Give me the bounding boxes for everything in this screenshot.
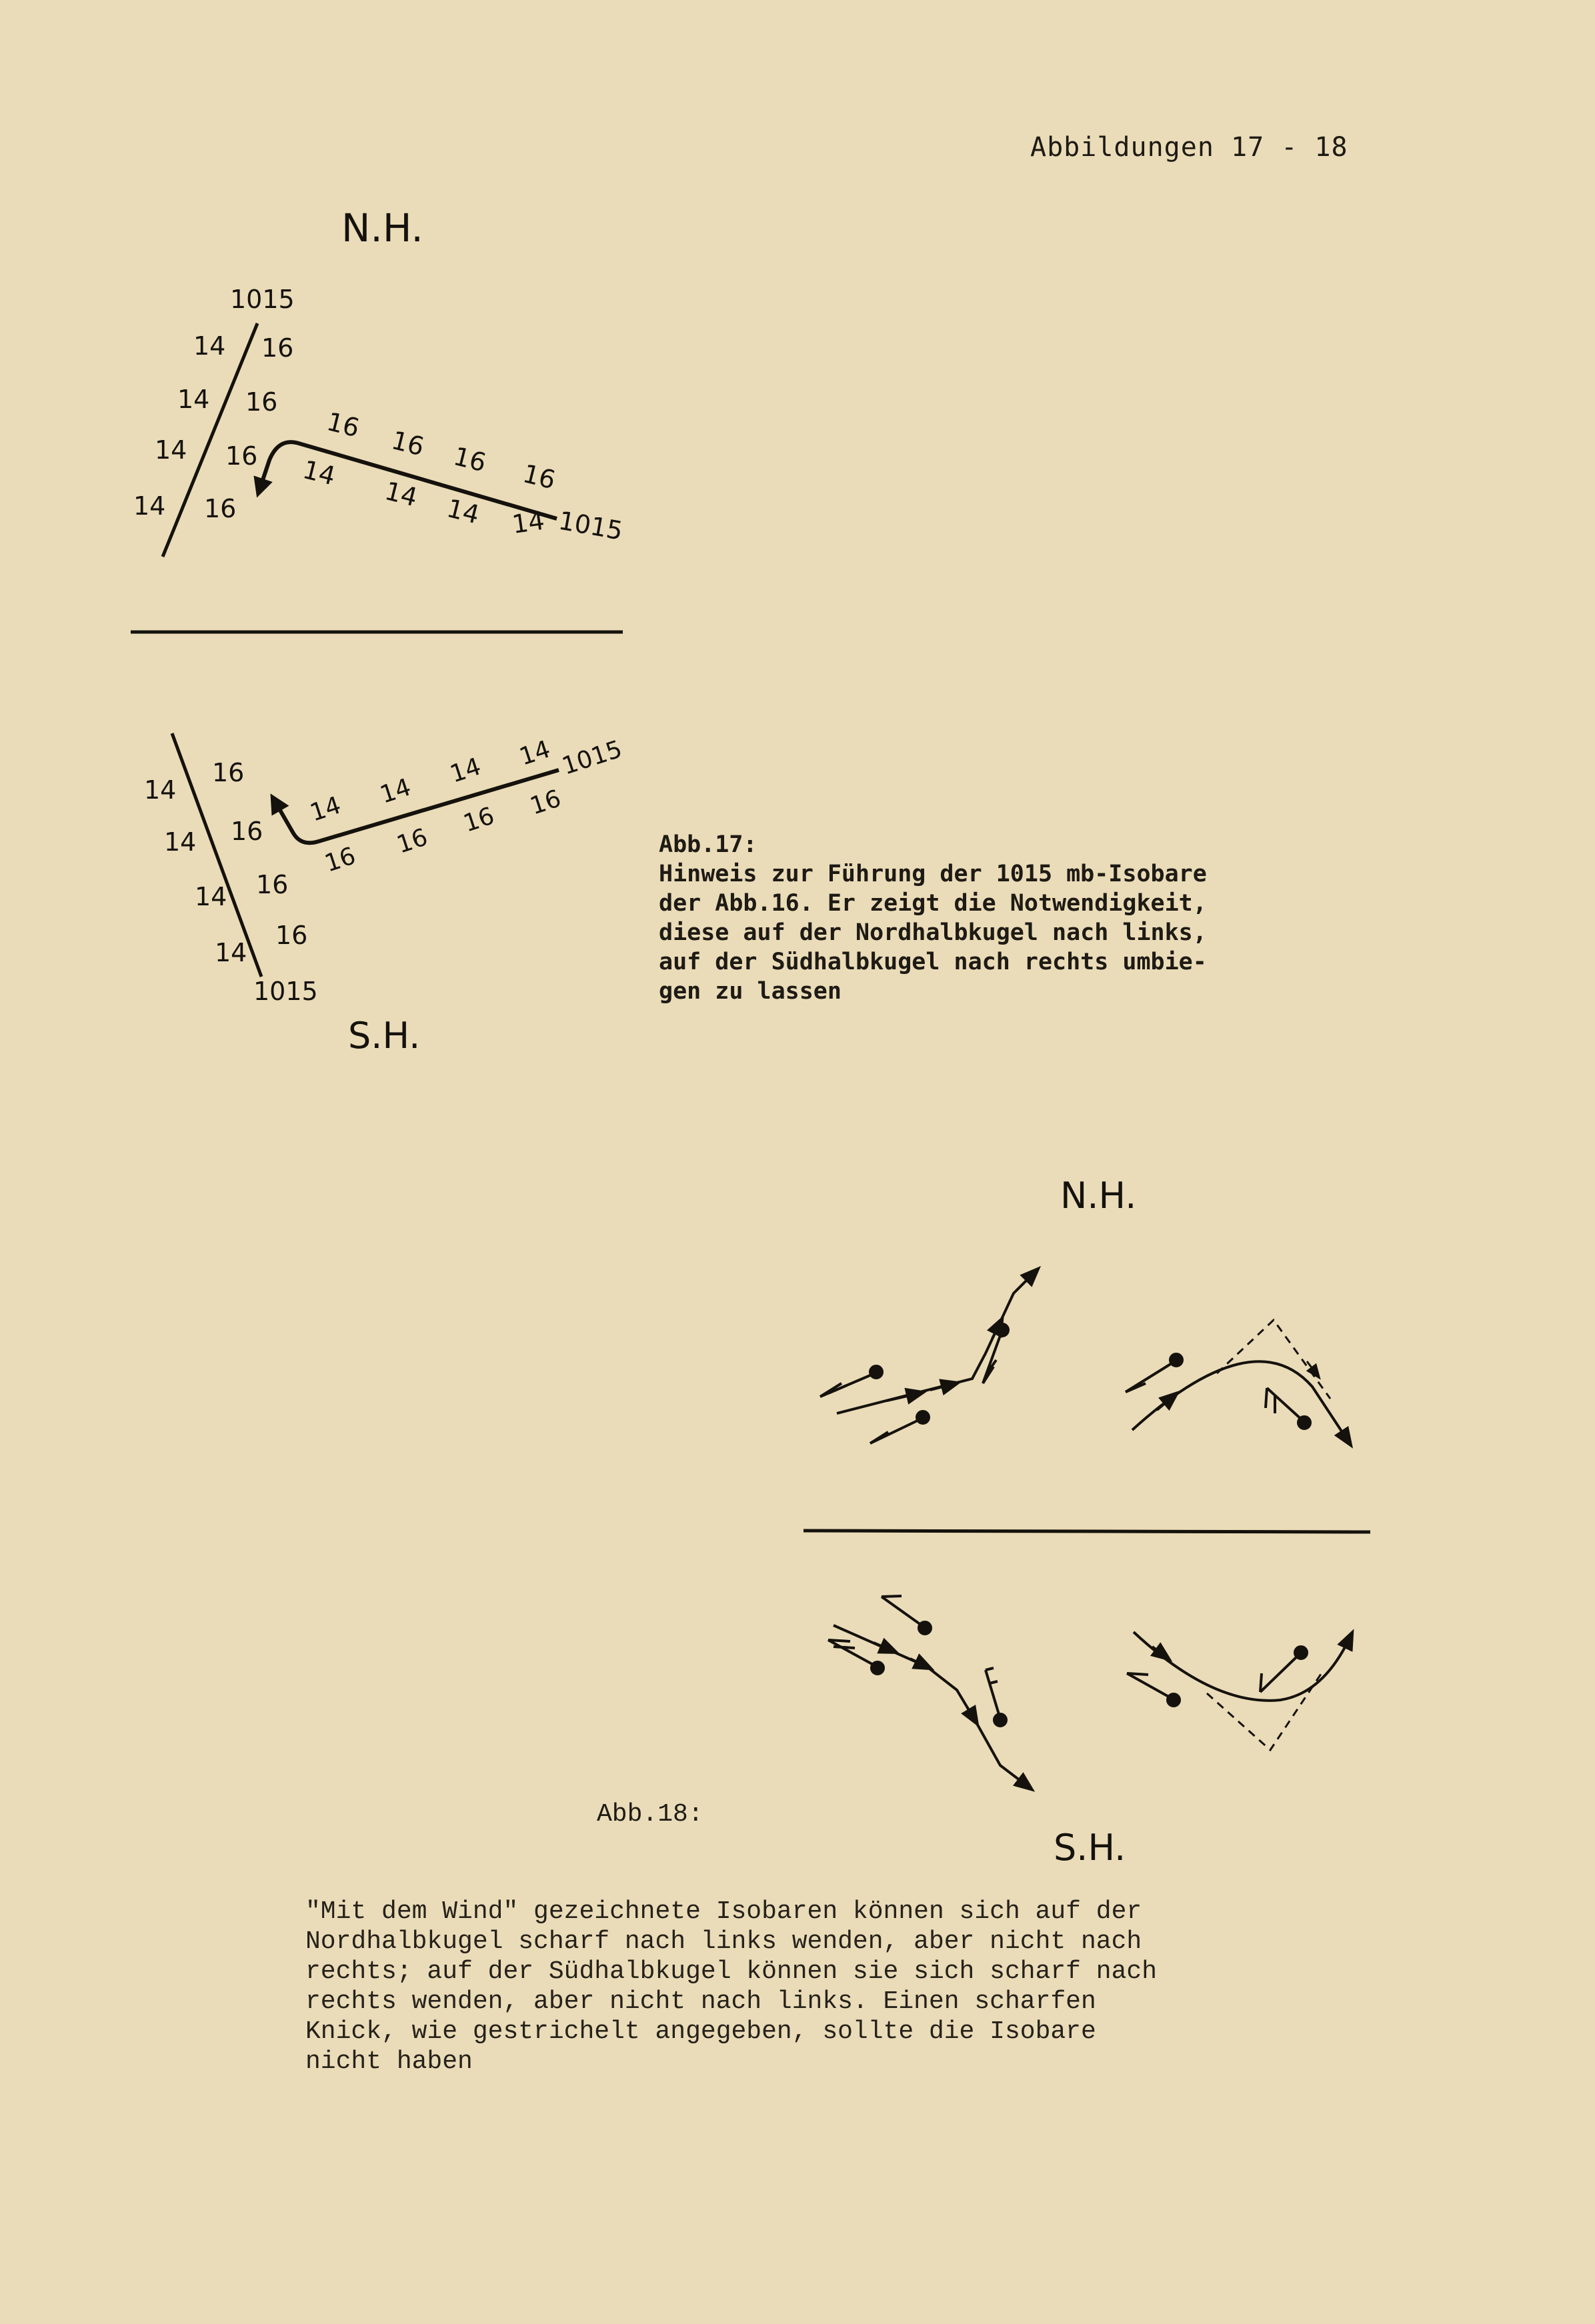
fig18-sh-right-wind-1 [1127,1673,1172,1699]
fig17-sh-low-6: 14 [377,773,415,809]
fig17-nh-diagram [133,205,625,557]
fig18-sh-left-wind-2 [882,1597,924,1627]
fig17-caption-line-3: diese auf der Nordhalbkugel nach links, [659,919,1207,946]
fig17-caption-line-4: auf der Südhalbkugel nach rechts umbie- [659,949,1207,975]
fig17-sh-high-2: 16 [231,817,263,846]
fig18-nh-left-wind-2-barb [870,1432,888,1443]
fig18-sh-left-station-2 [919,1622,931,1634]
fig18-nh-left-station-3 [996,1324,1008,1336]
fig18-sh-left-arrow-2 [910,1659,927,1667]
fig18-sh-right-station-2 [1295,1647,1307,1659]
fig17-nh-high-7: 16 [450,441,489,478]
fig17-sh-diagram [144,733,625,1057]
fig18-text-line-5: Knick, wie gestrichelt angegeben, sollte die Isobare [305,2017,1096,2046]
fig17-nh-high-6: 16 [388,425,427,462]
fig17-sh-high-4: 16 [275,921,308,950]
fig18-nh-left-station-2 [917,1411,929,1423]
fig17-nh-high-4: 16 [204,494,237,523]
fig18-text-line-1: "Mit dem Wind" gezeichnete Isobaren können sich auf der [305,1897,1142,1926]
fig18-sh-right-isobar [1134,1632,1350,1701]
fig18-label: Abb.18: [597,1800,703,1829]
fig18-text-line-3: rechts; auf der Südhalbkugel können sie sich scharf nach [305,1957,1158,1986]
fig18-nh-left-diagram [820,1272,1035,1443]
fig17-sh-low-8: 14 [516,735,554,771]
fig17-nh-low-7: 14 [443,493,483,530]
fig18-sh-left-wind-3-barb-b [990,1681,998,1683]
fig17-nh-low-4: 14 [133,491,166,521]
fig17-caption-line-1: Hinweis zur Führung der 1015 mb-Isobare [659,861,1207,887]
fig17-nh-high-labels [204,333,558,523]
fig17-nh-low-2: 14 [177,385,210,414]
fig17-nh-low-8: 14 [510,505,547,539]
fig17-nh-low-6: 14 [381,476,421,513]
fig17-sh-low-3: 14 [195,882,227,911]
fig17-nh-isobar-label-top: 1015 [230,285,295,314]
fig17-sh-high-8: 16 [527,785,565,821]
fig17-sh-low-2: 14 [164,827,197,857]
fig17-nh-low-5: 14 [299,455,339,491]
fig17-nh-isobar-label-end: 1015 [556,505,625,546]
fig17-nh-label: N.H. [341,205,423,251]
fig17-caption-line-2: der Abb.16. Er zeigt die Notwendigkeit, [659,890,1207,917]
fig18-nh-left-isobar [837,1272,1035,1413]
fig18-sh-left-isobar [834,1625,1028,1787]
fig18-sh-label: S.H. [1054,1827,1126,1869]
fig18-sh-left-wind-2-barb [882,1596,902,1597]
fig17-caption-title: Abb.17: [659,831,757,858]
fig18-sh-right-wind-2-barb [1260,1673,1262,1692]
fig17-sh-low-5: 14 [307,791,345,827]
fig18-sh-left-wind-1 [828,1640,877,1667]
fig17-sh-high-5: 16 [321,842,359,878]
fig17-caption [659,830,1379,1006]
fig18-sh-left-station-3 [994,1714,1006,1726]
fig18-nh-right-station-1 [1170,1354,1182,1366]
fig18-text-line-6: nicht haben [305,2047,473,2076]
fig18-nh-right-diagram [1126,1320,1348,1441]
fig17-caption-line-5: gen zu lassen [659,978,842,1005]
fig17-sh-high-6: 16 [393,823,431,859]
fig17-sh-low-7: 14 [447,753,485,789]
fig17-sh-high-1: 16 [212,758,245,787]
fig18-sh-right-wind-2 [1260,1655,1299,1692]
fig18-nh-right-arrow-mid [1157,1396,1174,1410]
fig18-nh-right-station-2 [1298,1417,1310,1429]
fig18-sh-left-wind-3-barb-a [986,1668,994,1670]
fig18-nh-right-wind-2-barb-a [1266,1388,1267,1408]
fig18-sh-right-diagram [1127,1632,1350,1750]
fig18-sh-right-station-1 [1168,1694,1180,1706]
fig18-text-line-2: Nordhalbkugel scharf nach links wenden, aber nicht nach [305,1927,1142,1956]
fig17-sh-isobar-label-bottom: 1015 [253,977,318,1006]
fig17-sh-high-3: 16 [256,870,289,899]
fig17-sh-label: S.H. [348,1015,421,1057]
fig17-nh-high-1: 16 [261,333,294,363]
fig18-text-line-4: rechts wenden, aber nicht nach links. Einen scharfen [305,1987,1096,2016]
fig17-sh-isobar-label-top: 1015 [559,735,625,781]
fig18-nh-label: N.H. [1060,1175,1137,1217]
fig18-sh-left-arrow-3 [967,1707,975,1720]
fig18-nh-left-station-1 [870,1366,882,1378]
fig17-sh-low-1: 14 [144,775,177,805]
fig18-sh-right-wind-1-barb [1127,1673,1148,1675]
fig18-sh-left-wind-1-barb-a [828,1640,850,1641]
fig17-nh-high-2: 16 [245,387,278,417]
fig18-sh-left-diagram [828,1596,1028,1787]
fig17-nh-high-5: 16 [323,407,363,443]
fig17-nh-low-1: 14 [193,331,226,361]
fig18-sh-left-wind-1-barb-b [834,1647,855,1648]
fig18-sh-left-wind-3 [986,1670,1000,1719]
fig18-sh-left-arrow-1 [874,1643,892,1651]
fig17-nh-high-8: 16 [519,459,559,495]
fig17-nh-low-3: 14 [155,435,187,465]
fig18-nh-left-arrow-mid2 [930,1384,954,1390]
fig18-text [305,1897,1372,2077]
fig18-sh-right-kink [1207,1670,1324,1750]
fig18-divider [804,1531,1370,1532]
fig17-sh-high-7: 16 [460,802,498,838]
fig18-nh-left-arrow-mid [887,1393,919,1401]
fig17-nh-high-3: 16 [225,441,258,471]
fig18-nh-right-wind-2 [1267,1388,1304,1421]
fig18-sh-left-station-1 [872,1662,884,1674]
page-header: Abbildungen 17 - 18 [1030,132,1348,163]
fig17-sh-low-4: 14 [215,938,247,967]
